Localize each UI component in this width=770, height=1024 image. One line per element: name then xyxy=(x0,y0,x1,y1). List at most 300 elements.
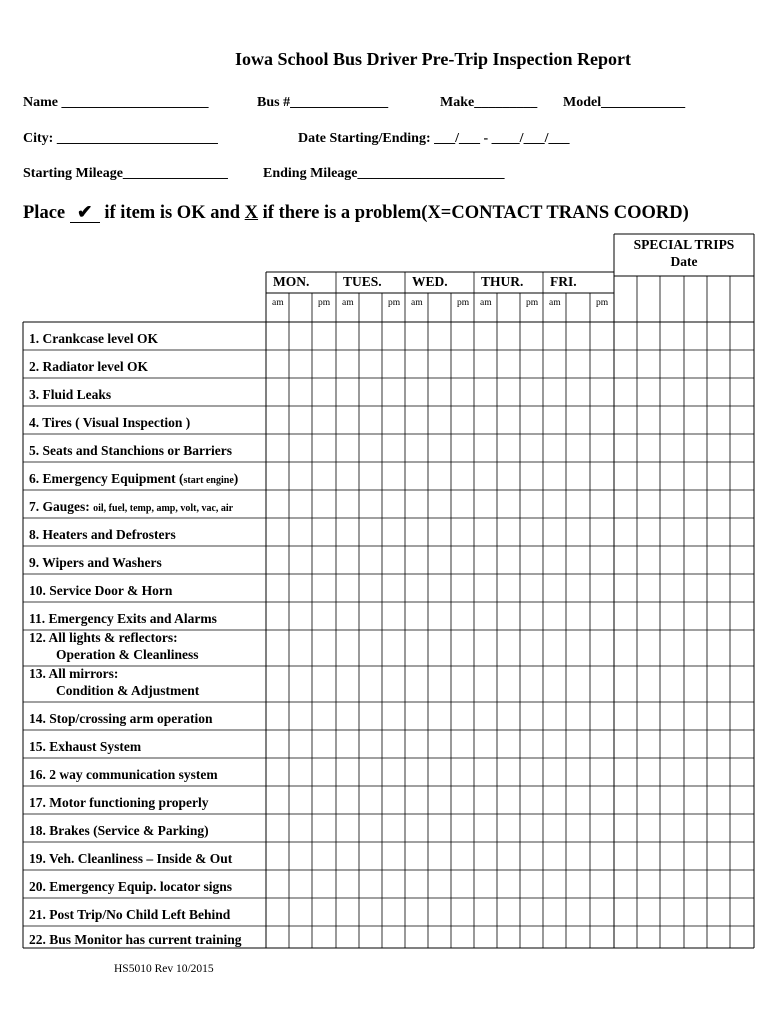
check-cell[interactable] xyxy=(289,926,312,948)
special-trip-cell[interactable] xyxy=(730,702,754,730)
check-cell[interactable] xyxy=(520,378,543,406)
check-cell[interactable] xyxy=(289,842,312,870)
special-trip-cell[interactable] xyxy=(614,462,637,490)
check-cell[interactable] xyxy=(590,758,614,786)
check-cell[interactable] xyxy=(312,666,336,702)
special-trip-cell[interactable] xyxy=(707,666,730,702)
check-cell[interactable] xyxy=(382,730,405,758)
check-cell[interactable] xyxy=(566,462,590,490)
check-cell[interactable] xyxy=(428,786,451,814)
check-cell[interactable] xyxy=(566,814,590,842)
check-cell[interactable] xyxy=(359,630,382,666)
check-cell[interactable] xyxy=(428,462,451,490)
special-trip-cell[interactable] xyxy=(707,730,730,758)
special-trip-cell[interactable] xyxy=(684,462,707,490)
check-cell[interactable] xyxy=(289,462,312,490)
check-cell[interactable] xyxy=(520,630,543,666)
check-cell[interactable] xyxy=(520,730,543,758)
check-cell[interactable] xyxy=(289,378,312,406)
check-cell[interactable] xyxy=(359,602,382,630)
check-cell[interactable] xyxy=(382,630,405,666)
special-trip-cell[interactable] xyxy=(637,406,660,434)
check-cell[interactable] xyxy=(266,602,289,630)
special-trip-cell[interactable] xyxy=(707,462,730,490)
check-cell[interactable] xyxy=(474,574,497,602)
special-trip-cell[interactable] xyxy=(660,350,684,378)
check-cell[interactable] xyxy=(520,518,543,546)
check-cell[interactable] xyxy=(543,462,566,490)
special-trip-cell[interactable] xyxy=(614,434,637,462)
check-cell[interactable] xyxy=(405,574,428,602)
check-cell[interactable] xyxy=(405,702,428,730)
special-trip-cell[interactable] xyxy=(614,702,637,730)
special-trip-cell[interactable] xyxy=(637,758,660,786)
check-cell[interactable] xyxy=(336,702,359,730)
check-cell[interactable] xyxy=(382,546,405,574)
check-cell[interactable] xyxy=(312,378,336,406)
special-trip-cell[interactable] xyxy=(614,574,637,602)
special-trip-cell[interactable] xyxy=(660,490,684,518)
check-cell[interactable] xyxy=(474,630,497,666)
check-cell[interactable] xyxy=(520,350,543,378)
special-trip-cell[interactable] xyxy=(730,406,754,434)
check-cell[interactable] xyxy=(359,546,382,574)
check-cell[interactable] xyxy=(543,926,566,948)
check-cell[interactable] xyxy=(590,602,614,630)
check-cell[interactable] xyxy=(289,490,312,518)
check-cell[interactable] xyxy=(336,814,359,842)
check-cell[interactable] xyxy=(566,786,590,814)
check-cell[interactable] xyxy=(289,898,312,926)
special-trip-cell[interactable] xyxy=(660,546,684,574)
special-trip-cell[interactable] xyxy=(684,630,707,666)
special-trip-cell[interactable] xyxy=(614,518,637,546)
check-cell[interactable] xyxy=(474,602,497,630)
check-cell[interactable] xyxy=(451,406,474,434)
check-cell[interactable] xyxy=(312,842,336,870)
check-cell[interactable] xyxy=(405,758,428,786)
check-cell[interactable] xyxy=(336,546,359,574)
check-cell[interactable] xyxy=(497,786,520,814)
check-cell[interactable] xyxy=(428,574,451,602)
special-trip-cell[interactable] xyxy=(660,730,684,758)
check-cell[interactable] xyxy=(289,786,312,814)
check-cell[interactable] xyxy=(474,490,497,518)
check-cell[interactable] xyxy=(428,666,451,702)
special-trip-cell[interactable] xyxy=(637,518,660,546)
check-cell[interactable] xyxy=(520,406,543,434)
special-trip-cell[interactable] xyxy=(730,350,754,378)
check-cell[interactable] xyxy=(336,574,359,602)
check-cell[interactable] xyxy=(451,870,474,898)
check-cell[interactable] xyxy=(405,842,428,870)
special-trip-cell[interactable] xyxy=(637,630,660,666)
check-cell[interactable] xyxy=(520,842,543,870)
check-cell[interactable] xyxy=(428,758,451,786)
check-cell[interactable] xyxy=(543,434,566,462)
check-cell[interactable] xyxy=(266,758,289,786)
check-cell[interactable] xyxy=(497,602,520,630)
special-trip-cell[interactable] xyxy=(684,490,707,518)
check-cell[interactable] xyxy=(543,702,566,730)
check-cell[interactable] xyxy=(405,518,428,546)
check-cell[interactable] xyxy=(497,842,520,870)
special-trip-cell[interactable] xyxy=(730,434,754,462)
check-cell[interactable] xyxy=(497,758,520,786)
special-trip-cell[interactable] xyxy=(730,546,754,574)
check-cell[interactable] xyxy=(405,630,428,666)
special-trip-cell[interactable] xyxy=(730,870,754,898)
check-cell[interactable] xyxy=(289,434,312,462)
check-cell[interactable] xyxy=(543,898,566,926)
check-cell[interactable] xyxy=(543,518,566,546)
check-cell[interactable] xyxy=(543,758,566,786)
check-cell[interactable] xyxy=(451,842,474,870)
check-cell[interactable] xyxy=(359,814,382,842)
check-cell[interactable] xyxy=(382,350,405,378)
check-cell[interactable] xyxy=(312,350,336,378)
check-cell[interactable] xyxy=(312,786,336,814)
check-cell[interactable] xyxy=(405,322,428,350)
check-cell[interactable] xyxy=(543,666,566,702)
check-cell[interactable] xyxy=(428,702,451,730)
check-cell[interactable] xyxy=(497,630,520,666)
check-cell[interactable] xyxy=(312,518,336,546)
special-trip-cell[interactable] xyxy=(707,322,730,350)
check-cell[interactable] xyxy=(520,546,543,574)
check-cell[interactable] xyxy=(451,898,474,926)
special-trip-cell[interactable] xyxy=(637,814,660,842)
check-cell[interactable] xyxy=(312,574,336,602)
special-trip-cell[interactable] xyxy=(730,378,754,406)
check-cell[interactable] xyxy=(289,666,312,702)
special-trip-cell[interactable] xyxy=(614,546,637,574)
special-trip-cell[interactable] xyxy=(730,758,754,786)
check-cell[interactable] xyxy=(382,786,405,814)
check-cell[interactable] xyxy=(543,350,566,378)
special-trip-cell[interactable] xyxy=(707,630,730,666)
check-cell[interactable] xyxy=(266,786,289,814)
check-cell[interactable] xyxy=(566,518,590,546)
special-trip-cell[interactable] xyxy=(614,898,637,926)
special-trip-cell[interactable] xyxy=(660,630,684,666)
check-cell[interactable] xyxy=(497,898,520,926)
check-cell[interactable] xyxy=(520,490,543,518)
check-cell[interactable] xyxy=(566,406,590,434)
special-trip-cell[interactable] xyxy=(730,602,754,630)
check-cell[interactable] xyxy=(543,602,566,630)
check-cell[interactable] xyxy=(497,518,520,546)
check-cell[interactable] xyxy=(359,870,382,898)
check-cell[interactable] xyxy=(382,518,405,546)
check-cell[interactable] xyxy=(336,842,359,870)
check-cell[interactable] xyxy=(289,350,312,378)
special-trip-cell[interactable] xyxy=(660,666,684,702)
check-cell[interactable] xyxy=(266,702,289,730)
check-cell[interactable] xyxy=(590,406,614,434)
check-cell[interactable] xyxy=(451,490,474,518)
city-field[interactable]: City: _______________________ xyxy=(23,131,218,146)
check-cell[interactable] xyxy=(359,490,382,518)
special-trip-cell[interactable] xyxy=(660,898,684,926)
check-cell[interactable] xyxy=(428,898,451,926)
special-trip-cell[interactable] xyxy=(660,602,684,630)
check-cell[interactable] xyxy=(590,786,614,814)
check-cell[interactable] xyxy=(382,490,405,518)
check-cell[interactable] xyxy=(497,814,520,842)
check-cell[interactable] xyxy=(428,870,451,898)
special-trip-cell[interactable] xyxy=(660,870,684,898)
special-trip-cell[interactable] xyxy=(730,842,754,870)
check-cell[interactable] xyxy=(359,702,382,730)
check-cell[interactable] xyxy=(566,842,590,870)
special-trip-cell[interactable] xyxy=(660,378,684,406)
check-cell[interactable] xyxy=(590,350,614,378)
check-cell[interactable] xyxy=(336,322,359,350)
special-trip-cell[interactable] xyxy=(614,630,637,666)
special-trip-cell[interactable] xyxy=(684,926,707,948)
check-cell[interactable] xyxy=(289,758,312,786)
check-cell[interactable] xyxy=(382,702,405,730)
check-cell[interactable] xyxy=(405,546,428,574)
special-trip-cell[interactable] xyxy=(684,814,707,842)
special-trip-cell[interactable] xyxy=(730,730,754,758)
check-cell[interactable] xyxy=(474,350,497,378)
check-cell[interactable] xyxy=(312,758,336,786)
special-trip-cell[interactable] xyxy=(707,842,730,870)
check-cell[interactable] xyxy=(451,926,474,948)
check-cell[interactable] xyxy=(312,434,336,462)
special-trip-cell[interactable] xyxy=(730,898,754,926)
check-cell[interactable] xyxy=(266,814,289,842)
check-cell[interactable] xyxy=(359,462,382,490)
check-cell[interactable] xyxy=(497,350,520,378)
check-cell[interactable] xyxy=(497,730,520,758)
check-cell[interactable] xyxy=(451,322,474,350)
check-cell[interactable] xyxy=(359,786,382,814)
check-cell[interactable] xyxy=(497,546,520,574)
check-cell[interactable] xyxy=(289,702,312,730)
check-cell[interactable] xyxy=(543,842,566,870)
check-cell[interactable] xyxy=(382,602,405,630)
check-cell[interactable] xyxy=(336,898,359,926)
check-cell[interactable] xyxy=(428,546,451,574)
check-cell[interactable] xyxy=(336,870,359,898)
check-cell[interactable] xyxy=(566,602,590,630)
check-cell[interactable] xyxy=(497,666,520,702)
check-cell[interactable] xyxy=(474,730,497,758)
check-cell[interactable] xyxy=(428,434,451,462)
check-cell[interactable] xyxy=(359,378,382,406)
check-cell[interactable] xyxy=(590,322,614,350)
check-cell[interactable] xyxy=(382,926,405,948)
check-cell[interactable] xyxy=(520,666,543,702)
special-trip-cell[interactable] xyxy=(684,546,707,574)
check-cell[interactable] xyxy=(405,730,428,758)
check-cell[interactable] xyxy=(336,786,359,814)
check-cell[interactable] xyxy=(382,842,405,870)
check-cell[interactable] xyxy=(266,842,289,870)
special-trip-cell[interactable] xyxy=(660,518,684,546)
special-trip-cell[interactable] xyxy=(637,546,660,574)
check-cell[interactable] xyxy=(428,842,451,870)
check-cell[interactable] xyxy=(520,786,543,814)
check-cell[interactable] xyxy=(520,322,543,350)
special-trip-cell[interactable] xyxy=(637,898,660,926)
check-cell[interactable] xyxy=(405,926,428,948)
special-trip-cell[interactable] xyxy=(614,814,637,842)
check-cell[interactable] xyxy=(382,462,405,490)
special-trip-cell[interactable] xyxy=(684,350,707,378)
check-cell[interactable] xyxy=(451,758,474,786)
check-cell[interactable] xyxy=(382,574,405,602)
check-cell[interactable] xyxy=(520,574,543,602)
check-cell[interactable] xyxy=(497,574,520,602)
check-cell[interactable] xyxy=(497,462,520,490)
check-cell[interactable] xyxy=(336,350,359,378)
special-trip-cell[interactable] xyxy=(730,322,754,350)
check-cell[interactable] xyxy=(590,814,614,842)
special-trip-cell[interactable] xyxy=(660,926,684,948)
special-trip-cell[interactable] xyxy=(684,602,707,630)
special-trip-cell[interactable] xyxy=(614,870,637,898)
check-cell[interactable] xyxy=(428,630,451,666)
special-trip-cell[interactable] xyxy=(660,322,684,350)
special-trip-cell[interactable] xyxy=(707,814,730,842)
check-cell[interactable] xyxy=(451,602,474,630)
check-cell[interactable] xyxy=(312,546,336,574)
check-cell[interactable] xyxy=(543,378,566,406)
check-cell[interactable] xyxy=(289,322,312,350)
check-cell[interactable] xyxy=(266,546,289,574)
special-trip-cell[interactable] xyxy=(707,574,730,602)
special-trip-cell[interactable] xyxy=(637,574,660,602)
special-trip-cell[interactable] xyxy=(637,322,660,350)
check-cell[interactable] xyxy=(590,434,614,462)
check-cell[interactable] xyxy=(289,574,312,602)
special-trip-cell[interactable] xyxy=(614,406,637,434)
special-trip-cell[interactable] xyxy=(684,730,707,758)
check-cell[interactable] xyxy=(336,490,359,518)
check-cell[interactable] xyxy=(266,666,289,702)
check-cell[interactable] xyxy=(451,730,474,758)
special-trip-cell[interactable] xyxy=(614,490,637,518)
check-cell[interactable] xyxy=(520,462,543,490)
special-trip-cell[interactable] xyxy=(614,378,637,406)
special-trip-cell[interactable] xyxy=(614,602,637,630)
check-cell[interactable] xyxy=(497,702,520,730)
check-cell[interactable] xyxy=(428,490,451,518)
special-trip-cell[interactable] xyxy=(637,378,660,406)
special-trip-cell[interactable] xyxy=(707,758,730,786)
special-trip-cell[interactable] xyxy=(707,350,730,378)
check-cell[interactable] xyxy=(289,546,312,574)
check-cell[interactable] xyxy=(428,730,451,758)
check-cell[interactable] xyxy=(289,814,312,842)
check-cell[interactable] xyxy=(312,702,336,730)
check-cell[interactable] xyxy=(289,630,312,666)
check-cell[interactable] xyxy=(520,434,543,462)
special-trip-cell[interactable] xyxy=(637,842,660,870)
special-trip-cell[interactable] xyxy=(730,630,754,666)
check-cell[interactable] xyxy=(359,926,382,948)
check-cell[interactable] xyxy=(336,462,359,490)
check-cell[interactable] xyxy=(312,490,336,518)
check-cell[interactable] xyxy=(336,758,359,786)
check-cell[interactable] xyxy=(590,490,614,518)
check-cell[interactable] xyxy=(566,666,590,702)
check-cell[interactable] xyxy=(266,730,289,758)
check-cell[interactable] xyxy=(543,490,566,518)
check-cell[interactable] xyxy=(566,350,590,378)
special-trip-cell[interactable] xyxy=(684,434,707,462)
check-cell[interactable] xyxy=(474,462,497,490)
date-range-field[interactable]: Date Starting/Ending: ___/___ - ____/___/___ xyxy=(298,131,570,146)
check-cell[interactable] xyxy=(312,870,336,898)
check-cell[interactable] xyxy=(566,926,590,948)
check-cell[interactable] xyxy=(359,434,382,462)
check-cell[interactable] xyxy=(359,730,382,758)
check-cell[interactable] xyxy=(497,406,520,434)
check-cell[interactable] xyxy=(266,378,289,406)
special-trip-cell[interactable] xyxy=(707,518,730,546)
check-cell[interactable] xyxy=(474,434,497,462)
special-trip-cell[interactable] xyxy=(730,490,754,518)
special-trip-cell[interactable] xyxy=(730,574,754,602)
check-cell[interactable] xyxy=(359,322,382,350)
special-trip-cell[interactable] xyxy=(637,490,660,518)
check-cell[interactable] xyxy=(405,870,428,898)
check-cell[interactable] xyxy=(566,434,590,462)
check-cell[interactable] xyxy=(336,602,359,630)
special-trip-cell[interactable] xyxy=(614,730,637,758)
special-trip-cell[interactable] xyxy=(684,842,707,870)
special-trip-cell[interactable] xyxy=(730,926,754,948)
check-cell[interactable] xyxy=(497,434,520,462)
check-cell[interactable] xyxy=(474,814,497,842)
check-cell[interactable] xyxy=(590,842,614,870)
check-cell[interactable] xyxy=(566,574,590,602)
check-cell[interactable] xyxy=(312,926,336,948)
check-cell[interactable] xyxy=(543,546,566,574)
check-cell[interactable] xyxy=(359,518,382,546)
check-cell[interactable] xyxy=(382,322,405,350)
check-cell[interactable] xyxy=(405,462,428,490)
check-cell[interactable] xyxy=(566,758,590,786)
special-trip-cell[interactable] xyxy=(684,898,707,926)
check-cell[interactable] xyxy=(566,870,590,898)
check-cell[interactable] xyxy=(405,602,428,630)
special-trip-cell[interactable] xyxy=(660,758,684,786)
check-cell[interactable] xyxy=(428,926,451,948)
check-cell[interactable] xyxy=(474,666,497,702)
check-cell[interactable] xyxy=(266,322,289,350)
special-trip-cell[interactable] xyxy=(730,814,754,842)
check-cell[interactable] xyxy=(359,574,382,602)
special-trip-cell[interactable] xyxy=(684,786,707,814)
check-cell[interactable] xyxy=(359,350,382,378)
check-cell[interactable] xyxy=(474,758,497,786)
check-cell[interactable] xyxy=(566,730,590,758)
check-cell[interactable] xyxy=(405,666,428,702)
check-cell[interactable] xyxy=(543,574,566,602)
check-cell[interactable] xyxy=(590,666,614,702)
check-cell[interactable] xyxy=(590,702,614,730)
check-cell[interactable] xyxy=(451,814,474,842)
check-cell[interactable] xyxy=(451,378,474,406)
check-cell[interactable] xyxy=(474,842,497,870)
check-cell[interactable] xyxy=(428,406,451,434)
